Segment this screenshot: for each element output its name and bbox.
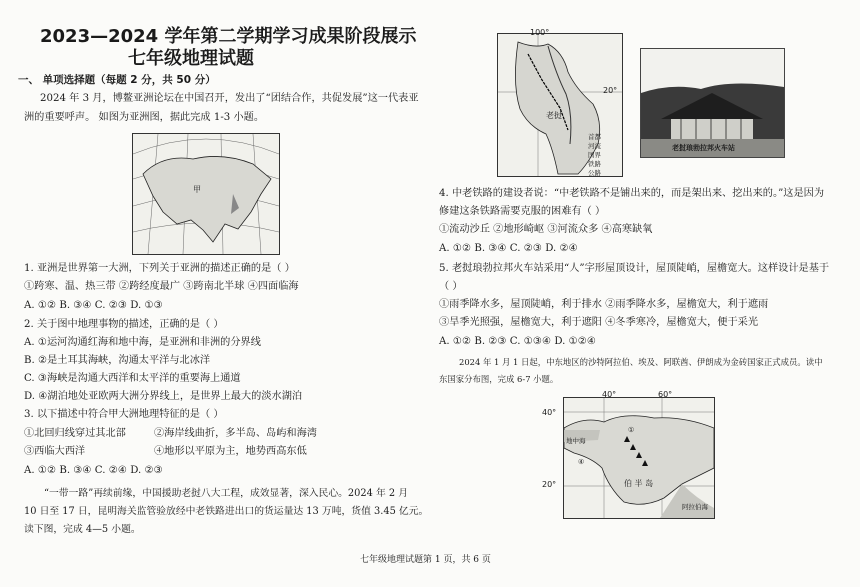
intro-line-2: 洲的重要呼声。 如图为亚洲图，据此完成 1-3 小题。 [24, 112, 265, 123]
q5-stem: 5. 老挝琅勃拉邦火车站采用“人”字形屋顶设计，屋顶陡峭，屋檐宽大。这样设计是基于 [439, 263, 830, 274]
laos-map [497, 33, 623, 177]
laos-map-drawing [498, 34, 622, 176]
map2-peninsula-label: 伯 半 岛 [624, 479, 654, 488]
exam-subtitle: 七年级地理试题 [128, 48, 254, 69]
q3-option-2: ②海岸线曲折，多半岛、岛屿和海湾 [154, 428, 317, 439]
q1-stem: 1. 亚洲是世界第一大洲，下列关于亚洲的描述正确的是（ ） [24, 263, 295, 274]
map2-lat1: 40° [542, 408, 557, 417]
exam-title: 2023—2024 学年第二学期学习成果阶段展示 [40, 26, 417, 47]
q2-option-b: B. ②是土耳其海峡，沟通太平洋与北冰洋 [24, 355, 211, 366]
page-footer: 七年级地理试题第 1 页，共 6 页 [360, 555, 491, 565]
section-heading: 一、 单项选择题（每题 2 分，共 50 分） [18, 74, 216, 86]
legend-border: 国界 [588, 151, 601, 159]
q2-option-d: D. ④湖泊地处亚欧两大洲分界线上，是世界上最大的淡水湖泊 [24, 391, 303, 402]
passage-line-2: 10 日至 17 日，昆明海关监管验放经中老铁路进出口的货运量达 13 万吨，货值 3.45 亿元。 [24, 506, 429, 517]
q3-option-3: ③西临大西洋 [24, 446, 86, 457]
map1-lat-label: 20° [603, 86, 618, 95]
map2-sea2-label: 阿拉伯海 [682, 503, 708, 511]
q4-options: ①流动沙丘 ②地形崎岖 ③河流众多 ④高寒缺氧 [439, 224, 653, 235]
passage2-line-1: 2024 年 1 月 1 日起，中东地区的沙特阿拉伯、埃及、阿联酋、伊朗成为金砖国家正式成员。读中 [459, 357, 823, 367]
photo-caption: 老挝琅勃拉邦火车站 [672, 144, 735, 152]
passage-line-3: 读下图，完成 4—5 小题。 [24, 524, 141, 535]
svg-text:甲: 甲 [193, 185, 201, 194]
legend-railway: 铁路 [588, 160, 601, 168]
map1-lon-label: 100° [530, 28, 550, 37]
q5-option-row-2: ③旱季光照强，屋檐宽大，利于遮阳 ④冬季寒冷，屋檐宽大，便于采光 [439, 317, 759, 328]
q1-options: ①跨寒、温、热三带 ②跨经度最广 ③跨南北半球 ④四面临海 [24, 281, 299, 292]
q3-stem: 3. 以下描述中符合甲大洲地理特征的是（ ） [24, 409, 224, 420]
legend-road: 公路 [588, 169, 601, 177]
map2-lon1: 40° [602, 390, 617, 399]
map2-sea-label: 地中海 [566, 437, 586, 445]
passage2-line-2: 东国家分布图，完成 6-7 小题。 [439, 374, 559, 384]
map2-lat2: 20° [542, 480, 557, 489]
q3-option-1: ①北回归线穿过其北部 [24, 428, 126, 439]
svg-text:④: ④ [578, 458, 585, 466]
map1-country-label: 老挝 [546, 111, 562, 120]
q1-choices: A. ①② B. ③④ C. ②③ D. ①③ [24, 300, 163, 311]
svg-text:①: ① [628, 426, 635, 434]
asia-map-drawing [133, 134, 279, 254]
q3-option-4: ④地形以平原为主，地势西高东低 [154, 446, 307, 457]
q5-paren: （ ） [439, 281, 463, 292]
q3-choices: A. ①② B. ③④ C. ②④ D. ②③ [24, 465, 163, 476]
intro-line-1: 2024 年 3 月，博鳌亚洲论坛在中国召开，发出了“团结合作，共促发展”这一代表亚 [40, 93, 419, 104]
q5-option-row-1: ①雨季降水多，屋顶陡峭，利于排水 ②雨季降水多，屋檐宽大，利于遮雨 [439, 299, 769, 310]
q4-stem: 4. 中老铁路的建设者说：“中老铁路不是铺出来的，而是架出来、挖出来的。”这是因为 [439, 188, 825, 199]
map1-legend [588, 133, 601, 178]
passage-line-1: “一带一路”再续前缘，中国援助老挝八大工程，成效显著，深入民心。2024 年 2 月 [44, 488, 409, 499]
legend-river: 河流 [588, 142, 601, 150]
map2-lon2: 60° [658, 390, 673, 399]
station-photo-drawing [641, 49, 784, 157]
middle-east-map-drawing [564, 398, 714, 518]
q2-option-a: A. ①运河沟通红海和地中海，是亚洲和非洲的分界线 [24, 337, 261, 348]
q4-choices: A. ①② B. ③④ C. ②③ D. ②④ [439, 243, 578, 254]
q2-option-c: C. ③海峡是沟通大西洋和太平洋的重要海上通道 [24, 373, 241, 384]
q4-stem-2: 修建这条铁路需要克服的困难有（ ） [439, 206, 606, 217]
station-photo [640, 48, 785, 158]
asia-map [132, 133, 280, 255]
middle-east-map [563, 397, 715, 519]
legend-capital: 首都 [588, 133, 601, 141]
q5-choices: A. ①② B. ②③ C. ①③④ D. ①②④ [439, 336, 597, 347]
q2-stem: 2. 关于图中地理事物的描述，正确的是（ ） [24, 319, 224, 330]
